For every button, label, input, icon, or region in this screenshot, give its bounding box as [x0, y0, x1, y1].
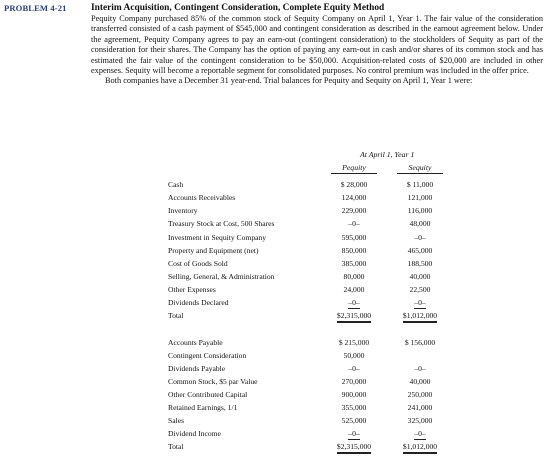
cell-sequity: –0– — [414, 298, 426, 307]
cell-sequity: $1,012,000 — [390, 311, 450, 320]
row-label: Common Stock, $5 par Value — [168, 377, 258, 386]
paragraph-trial-balance-intro: Both companies have a December 31 year-end. Trial balances for Pequity and Sequity on April 1, Year 1 were: — [105, 76, 473, 86]
cell-sequity: –0– — [414, 233, 426, 242]
cell-pequity: 270,000 — [341, 377, 367, 386]
cell-sequity: $ 11,000 — [406, 180, 434, 189]
cell-pequity: –0– — [348, 429, 360, 438]
row-label: Dividend Income — [168, 429, 221, 438]
problem-label: PROBLEM 4-21 — [4, 3, 67, 13]
row-label: Cost of Goods Sold — [168, 259, 228, 268]
row-label: Dividends Payable — [168, 364, 226, 373]
table-row — [0, 233, 554, 244]
table-row — [0, 416, 554, 427]
table-row — [0, 206, 554, 217]
row-label: Dividends Declared — [168, 298, 229, 307]
table-row — [0, 219, 554, 230]
cell-pequity: 229,000 — [341, 206, 367, 215]
cell-pequity: $ 215,000 — [338, 338, 370, 347]
table-row — [0, 298, 554, 309]
table-row — [0, 351, 554, 362]
cell-pequity: $2,315,000 — [324, 311, 384, 320]
cell-pequity: 385,000 — [341, 259, 367, 268]
cell-sequity: 116,000 — [407, 206, 433, 215]
cell-sequity: 465,000 — [407, 246, 433, 255]
cell-pequity: 900,000 — [341, 390, 367, 399]
table-row — [0, 285, 554, 296]
cell-pequity: 355,000 — [341, 403, 367, 412]
paragraph-acquisition: Pequity Company purchased 85% of the common stock of Sequity Company on April 1, Year 1. The fair value of the consideration transferred consisted of a cash payment of $545,000 and contingent consideration as described in the earnout agreement below. Under the agreement, Pequity Company agrees to pay an earn-out (contingent consideration) to the stockholders of Sequity as part of the consideration for their shares. The Company has the option of paying any earn-out in cash and/or shares of its common stock and has estimated the fair value of the contingent consideration to be $50,000. Acquisition-related costs of $20,000 are included in other expenses. Sequity will become a reportable segment for consolidated purposes. No control premium was included in the offer price. — [91, 14, 543, 76]
table-row — [0, 429, 554, 440]
row-label: Other Contributed Capital — [168, 390, 248, 399]
cell-pequity: 595,000 — [341, 233, 367, 242]
row-label: Total — [168, 311, 184, 320]
table-row — [0, 193, 554, 204]
cell-pequity: 124,000 — [341, 193, 367, 202]
table-row — [0, 390, 554, 401]
table-row — [0, 377, 554, 388]
problem-title: Interim Acquisition, Contingent Consideration, Complete Equity Method — [91, 3, 385, 13]
table-row — [0, 272, 554, 283]
cell-sequity: $1,012,000 — [390, 442, 450, 451]
cell-sequity: 325,000 — [407, 416, 433, 425]
cell-sequity: 250,000 — [407, 390, 433, 399]
column-header-pequity: Pequity — [331, 163, 377, 174]
cell-sequity: 188,500 — [407, 259, 433, 268]
cell-pequity: –0– — [348, 298, 360, 307]
table-row — [0, 180, 554, 191]
row-label: Retained Earnings, 1/1 — [168, 403, 238, 412]
table-row — [0, 364, 554, 375]
row-label: Property and Equipment (net) — [168, 246, 259, 255]
row-label: Accounts Payable — [168, 338, 223, 347]
row-label: Treasury Stock at Cost, 500 Shares — [168, 219, 275, 228]
row-label: Other Expenses — [168, 285, 216, 294]
cell-pequity: $ 28,000 — [340, 180, 368, 189]
table-row — [0, 246, 554, 257]
row-label: Accounts Receivables — [168, 193, 236, 202]
row-label: Total — [168, 442, 184, 451]
cell-pequity: –0– — [348, 219, 360, 228]
cell-sequity: 241,000 — [407, 403, 433, 412]
cell-pequity: 850,000 — [341, 246, 367, 255]
cell-sequity: 48,000 — [409, 219, 431, 228]
cell-pequity: 525,000 — [341, 416, 367, 425]
cell-pequity: 50,000 — [343, 351, 365, 360]
table-row — [0, 403, 554, 414]
row-label: Investment in Sequity Company — [168, 233, 267, 242]
row-label: Inventory — [168, 206, 198, 215]
table-row — [0, 311, 554, 322]
cell-sequity: 40,000 — [409, 272, 431, 281]
row-label: Sales — [168, 416, 185, 425]
row-label: Contingent Consideration — [168, 351, 247, 360]
cell-pequity: $2,315,000 — [324, 442, 384, 451]
row-label: Cash — [168, 180, 184, 189]
cell-pequity: –0– — [348, 364, 360, 373]
table-row — [0, 338, 554, 349]
cell-sequity: 22,500 — [409, 285, 431, 294]
cell-sequity: –0– — [414, 429, 426, 438]
column-header-sequity: Sequity — [397, 163, 443, 174]
cell-sequity: 121,000 — [407, 193, 433, 202]
cell-sequity: 40,000 — [409, 377, 431, 386]
table-row — [0, 259, 554, 270]
row-label: Selling, General, & Administration — [168, 272, 275, 281]
cell-pequity: 24,000 — [343, 285, 365, 294]
period-header: At April 1, Year 1 — [360, 150, 415, 159]
cell-sequity: –0– — [414, 364, 426, 373]
cell-sequity: $ 156,000 — [404, 338, 436, 347]
cell-pequity: 80,000 — [343, 272, 365, 281]
table-row — [0, 442, 554, 453]
